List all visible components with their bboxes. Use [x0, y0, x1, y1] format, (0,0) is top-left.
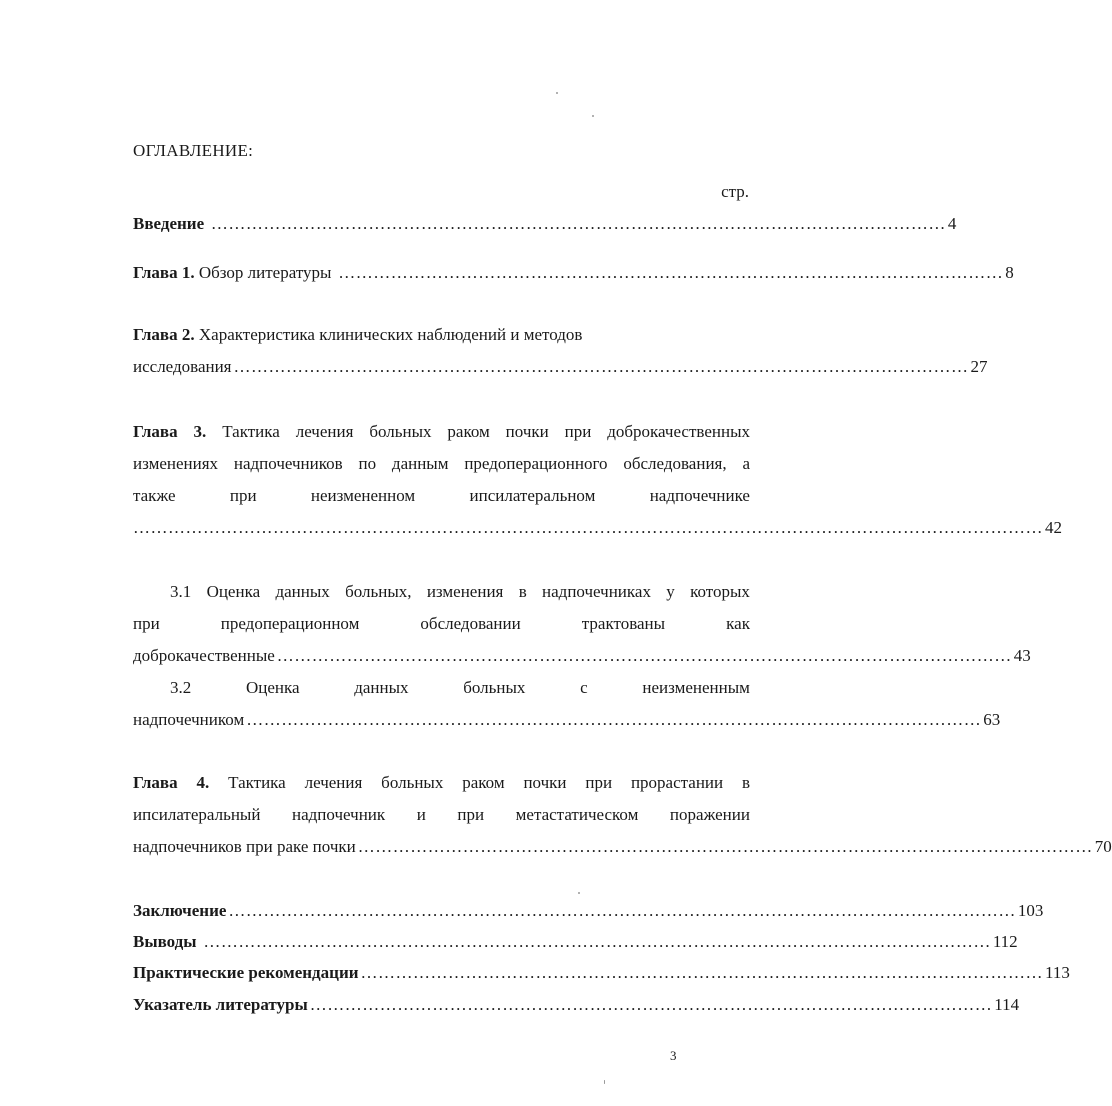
chapter-label: Глава 1. [133, 263, 195, 282]
word: ипсилатеральный [133, 805, 261, 824]
toc-entry-section-3-2-line1 [170, 678, 750, 698]
dot-leader: ……………………………………………………………………………………………………… [360, 963, 1044, 982]
dot-leader: ……………………………………………………………………………………………………………… [276, 646, 1012, 665]
toc-entry-page: 103 [1017, 901, 1044, 920]
toc-entry-label: надпочечников при раке почки [133, 837, 356, 856]
dot-leader: ……………………………………………………………………………………………………………… [357, 837, 1093, 856]
word: при [229, 486, 257, 505]
toc-entry-section-3-1-line2 [133, 614, 750, 634]
toc-entry-page: 43 [1013, 646, 1031, 665]
word: обследовании [420, 614, 521, 633]
scan-speck [578, 892, 580, 894]
word: 3.2 [170, 678, 192, 697]
toc-entry-section-3-1-line1 [170, 582, 750, 602]
toc-entry-chapter-3-line1 [133, 422, 750, 442]
word: у [666, 582, 675, 601]
toc-entry-page: 4 [947, 214, 957, 233]
word: также [133, 486, 176, 505]
word: неизмененном [310, 486, 416, 505]
toc-entry-label: Характеристика клинических наблюдений и методов [194, 325, 583, 344]
toc-entry-section-3-2-line2 [133, 710, 1001, 730]
word: надпочечник [292, 805, 386, 824]
word: трактованы [581, 614, 666, 633]
word: неизмененным [642, 678, 750, 697]
page-column-label: стр. [721, 182, 749, 201]
toc-entry-chapter-3-line4 [133, 518, 1062, 538]
toc-entry-chapter-4-line2 [133, 805, 750, 825]
word: больных [463, 678, 526, 697]
toc-entry-page: 27 [970, 357, 988, 376]
dot-leader: ……………………………………………………………………………………………………………… [206, 214, 946, 233]
toc-entry-label: надпочечником [133, 710, 245, 729]
toc-entry-chapter-2-line2 [133, 357, 988, 377]
word: с [580, 678, 588, 697]
toc-entry-label: доброкачественные [133, 646, 275, 665]
toc-entry-recommendations [133, 963, 1070, 983]
toc-entry-chapter-4-line3 [133, 837, 1112, 857]
word: которых [690, 582, 750, 601]
chapter-label: Глава 4. [133, 773, 210, 792]
toc-entry-section-3-1-line3 [133, 646, 1031, 666]
page-number: 3 [670, 1048, 677, 1063]
chapter-label: Глава 2. [133, 325, 195, 344]
scan-speck [592, 115, 594, 117]
word: Оценка [206, 582, 261, 601]
word: больных, [345, 582, 412, 601]
dot-leader: …………………………………………………………………………………………………… [333, 263, 1004, 282]
scan-speck [604, 1080, 605, 1084]
word: и [416, 805, 426, 824]
toc-entry-label: Тактика лечения больных раком почки при прорастании в [228, 773, 750, 792]
word: изменения [426, 582, 504, 601]
word: Оценка [245, 678, 300, 697]
toc-entry-page: 42 [1045, 518, 1062, 537]
word: в [518, 582, 527, 601]
toc-entry-label: Введение [133, 214, 205, 233]
toc-entry-chapter-4-line1 [133, 773, 750, 793]
word: данных [354, 678, 409, 697]
toc-entry-references [133, 995, 1020, 1015]
chapter-label: Глава 3. [133, 422, 207, 441]
toc-entry-page: 113 [1045, 963, 1070, 982]
toc-entry-chapter-2-line1 [133, 325, 582, 345]
word: ипсилатеральном [469, 486, 596, 505]
toc-entry-label: Тактика лечения больных раком почки при доброкачественных [222, 422, 750, 441]
toc-entry-label: исследования [133, 357, 232, 376]
word: 3.1 [170, 582, 192, 601]
toc-entry-page: 114 [994, 995, 1020, 1014]
toc-entry-label: Заключение [133, 901, 227, 920]
toc-entry-page: 112 [992, 932, 1018, 951]
toc-entry-chapter-3-line3 [133, 486, 750, 506]
toc-entry-chapter-3-line2: изменениях надпочечников по данным предоперационного обследования, а [133, 454, 750, 473]
toc-entry-page: 63 [983, 710, 1001, 729]
dot-leader: ……………………………………………………………………………………………………………………… [198, 932, 991, 951]
toc-entry-label: Обзор литературы [194, 263, 332, 282]
toc-entry-intro [133, 214, 957, 234]
word: поражении [669, 805, 750, 824]
toc-title: ОГЛАВЛЕНИЕ: [133, 141, 254, 160]
word: надпочечнике [649, 486, 750, 505]
dot-leader: ……………………………………………………………………………………………………… [309, 995, 993, 1014]
toc-entry-page: 70 [1094, 837, 1112, 856]
toc-entry-chapter-1 [133, 263, 1014, 283]
dot-leader: ………………………………………………………………………………………………………………………………………… [133, 518, 1043, 537]
word: при [133, 614, 160, 633]
toc-entry-label: Указатель литературы [133, 995, 308, 1014]
toc-entry-label: Выводы [133, 932, 197, 951]
word: как [726, 614, 750, 633]
toc-entry-findings [133, 932, 1018, 952]
dot-leader: ……………………………………………………………………………………………………………… [233, 357, 969, 376]
toc-entry-label: Практические рекомендации [133, 963, 359, 982]
word: метастатическом [515, 805, 639, 824]
word: при [457, 805, 485, 824]
scan-speck [556, 92, 558, 94]
word: предоперационном [220, 614, 360, 633]
dot-leader: ……………………………………………………………………………………………………………………… [228, 901, 1016, 920]
toc-entry-conclusion [133, 901, 1044, 921]
word: надпочечниках [542, 582, 651, 601]
word: данных [275, 582, 330, 601]
dot-leader: ……………………………………………………………………………………………………………… [246, 710, 982, 729]
toc-entry-page: 8 [1005, 263, 1014, 282]
